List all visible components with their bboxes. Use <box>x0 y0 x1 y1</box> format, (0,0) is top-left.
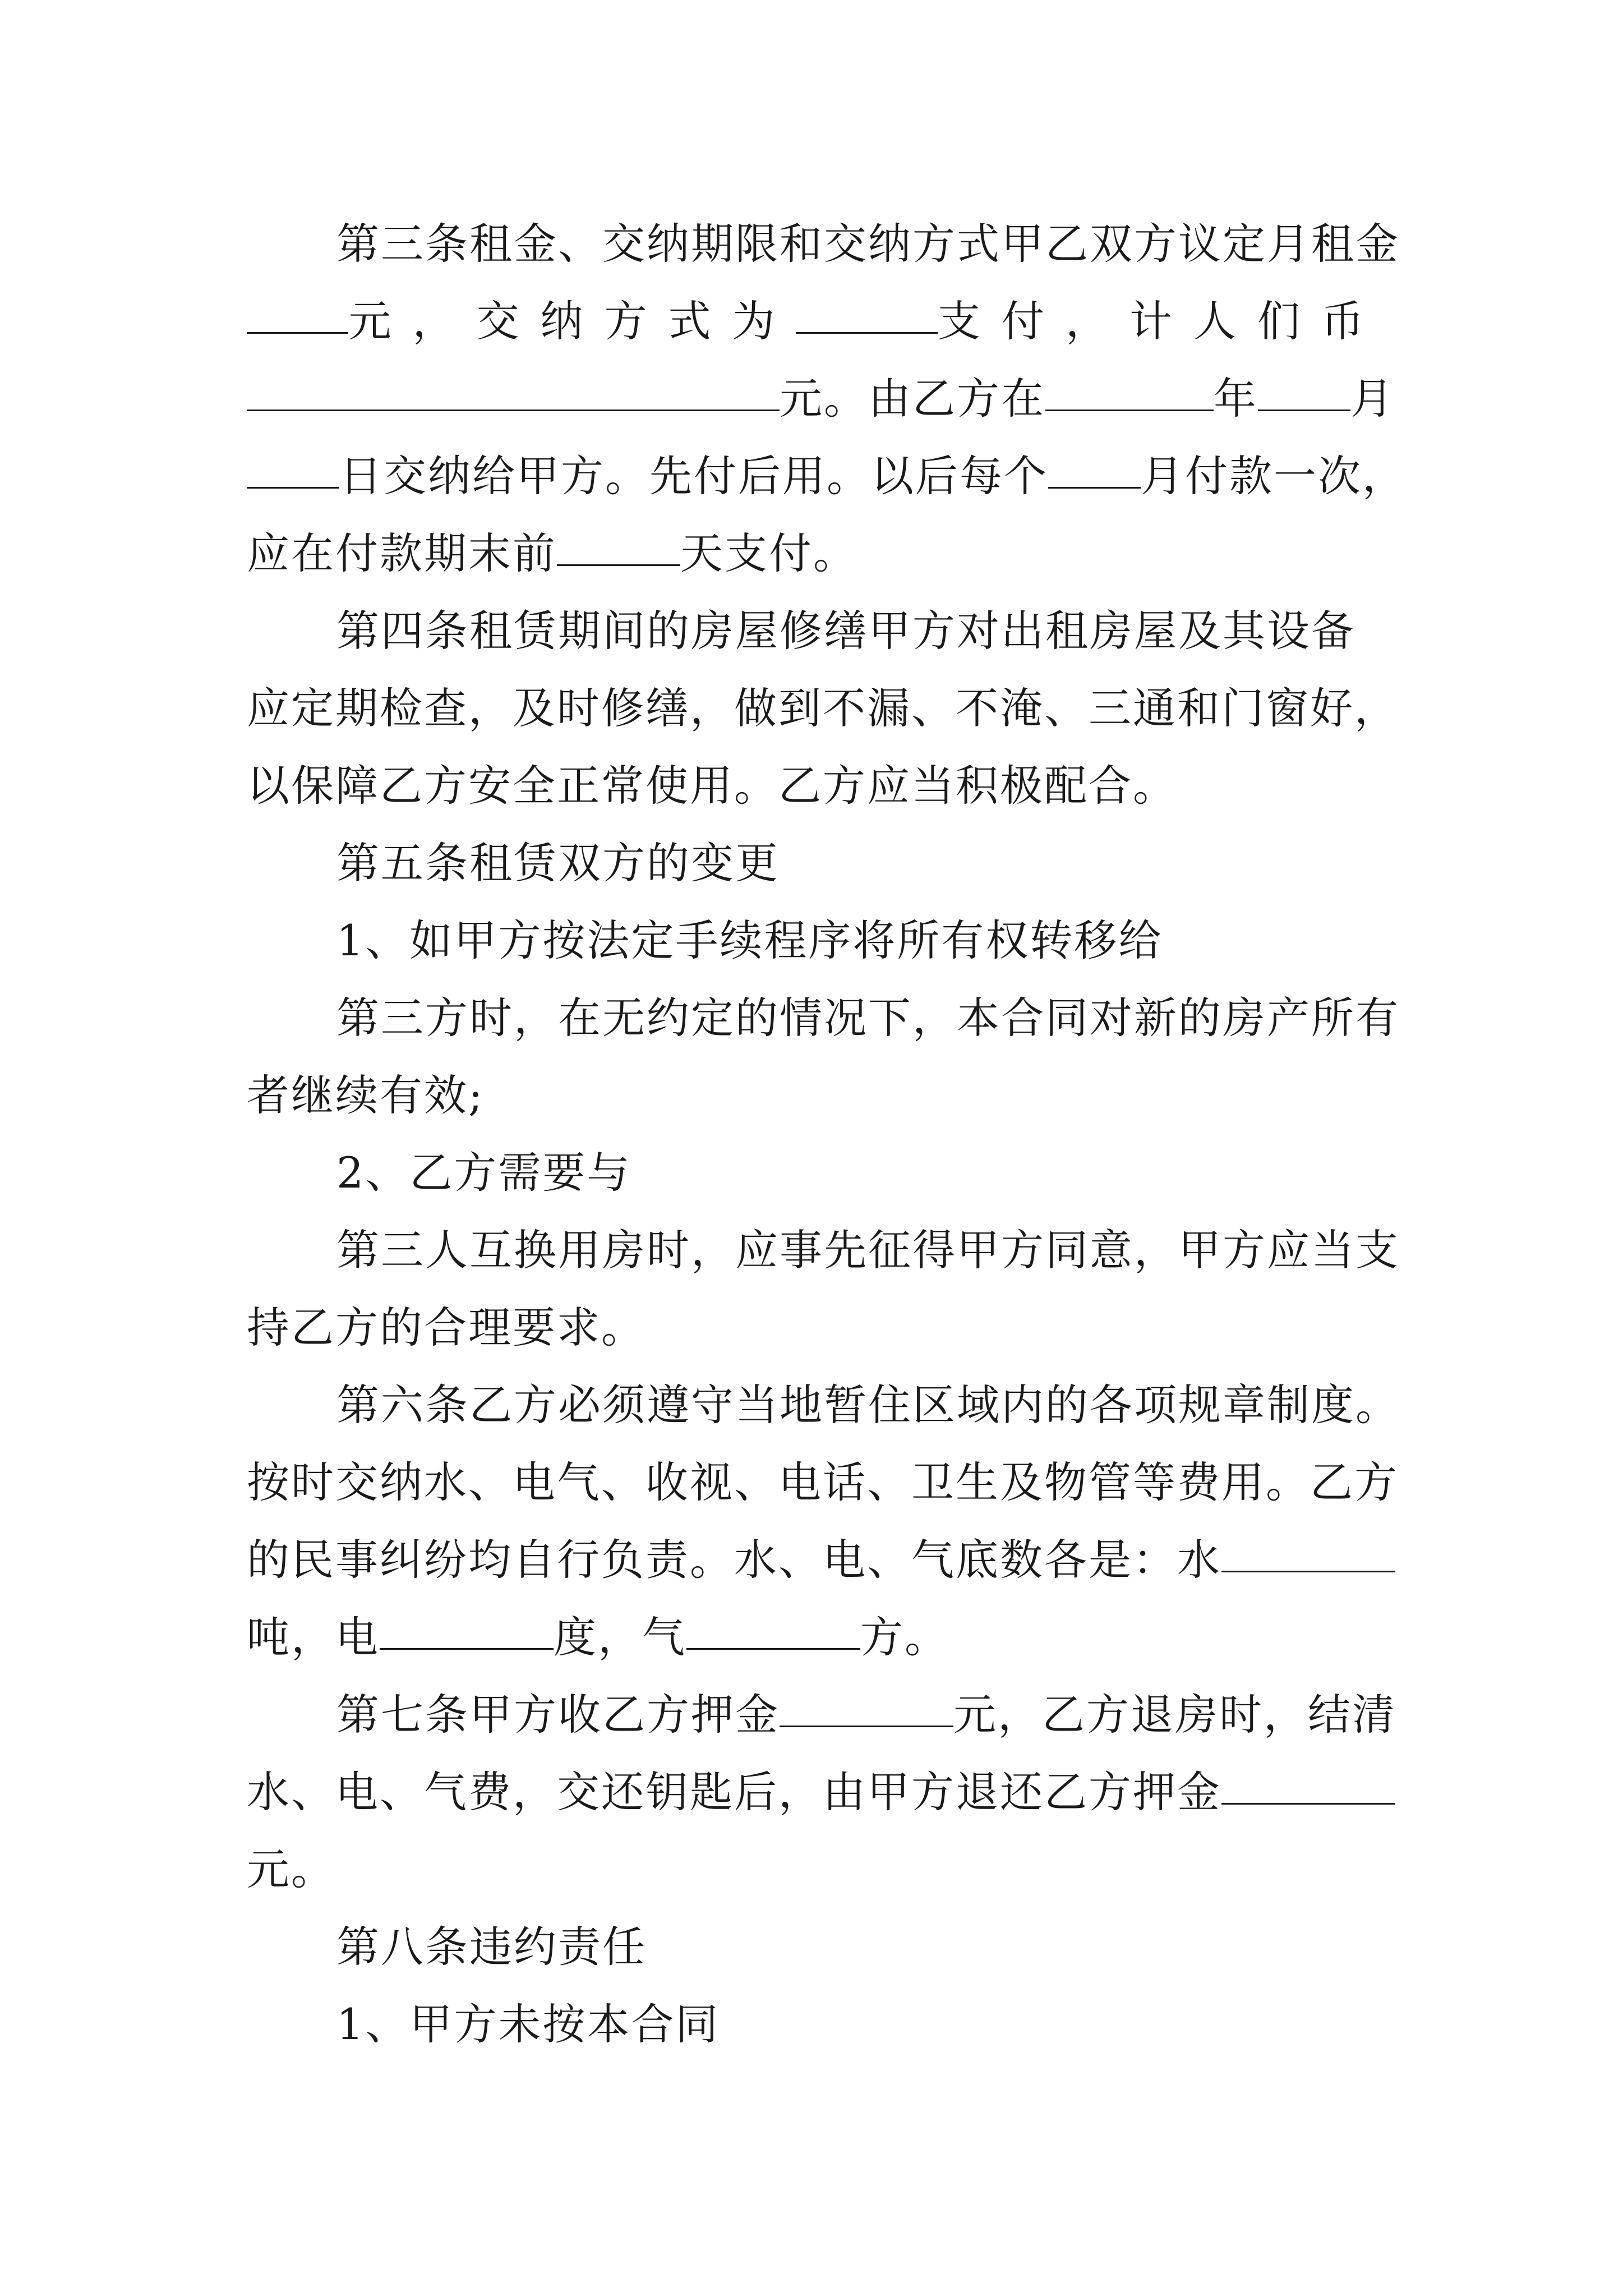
fill-blank <box>1221 1531 1395 1572</box>
text-run: 度，气 <box>554 1612 686 1662</box>
fill-blank <box>247 448 339 489</box>
paragraph-line: 应定期检查，及时修缮，做到不漏、不淹、三通和门窗好， <box>247 683 1399 733</box>
text-run: 月 <box>1350 374 1395 424</box>
text-run: 元。由乙方在 <box>780 374 1045 424</box>
text-run: 元，交纳方式为 <box>348 296 796 346</box>
text-run: 吨，电 <box>247 1612 380 1662</box>
fill-blank <box>1048 448 1141 489</box>
section-heading: 第五条租赁双方的变更 <box>336 838 780 888</box>
fill-blank <box>686 1609 860 1650</box>
paragraph-line <box>247 448 1407 504</box>
fill-blank <box>380 1609 554 1650</box>
fill-blank <box>557 525 680 566</box>
paragraph-line: 以保障乙方安全正常使用。乙方应当积极配合。 <box>247 761 1177 811</box>
text-run: 应在付款期末前 <box>247 528 557 578</box>
paragraph-line <box>247 1532 1385 1588</box>
list-item: 1、甲方未按本合同 <box>336 1999 720 2049</box>
paragraph-line <box>247 1609 1385 1665</box>
paragraph-line <box>247 1764 1385 1820</box>
fill-blank <box>247 293 348 334</box>
fill-blank <box>796 293 938 334</box>
text-run: 的民事纠纷均自行负责。水、电、气底数各是：水 <box>247 1535 1221 1585</box>
section-heading: 第八条违约责任 <box>336 1922 647 1972</box>
fill-blank <box>1258 370 1350 411</box>
text-run: 方。 <box>860 1612 949 1662</box>
paragraph-line: 第六条乙方必须遵守当地暂住区域内的各项规章制度。 <box>336 1380 1400 1430</box>
paragraph-line <box>336 1687 1396 1743</box>
list-item: 2、乙方需要与 <box>336 1148 631 1198</box>
paragraph-line: 第三人互换用房时，应事先征得甲方同意，甲方应当支 <box>336 1225 1400 1275</box>
paragraph-line: 第四条租赁期间的房屋修缮甲方对出租房屋及其设备 <box>336 606 1355 656</box>
text-run: 年 <box>1214 374 1258 424</box>
paragraph-line <box>247 293 1385 349</box>
paragraph-line <box>247 526 1385 582</box>
text-run: 天支付。 <box>680 528 857 578</box>
fill-blank <box>1221 1764 1395 1805</box>
text-run: 水、电、气费，交还钥匙后，由甲方退还乙方押金 <box>247 1767 1221 1817</box>
paragraph-line: 持乙方的合理要求。 <box>247 1303 645 1352</box>
paragraph-line <box>247 371 1395 427</box>
fill-blank <box>247 370 780 411</box>
paragraph-line: 元。 <box>247 1844 335 1894</box>
paragraph-line: 按时交纳水、电气、收视、电话、卫生及物管等费用。乙方 <box>247 1457 1399 1507</box>
fill-blank <box>780 1686 953 1727</box>
paragraph-line: 第三方时，在无约定的情况下，本合同对新的房产所有 <box>336 993 1400 1043</box>
text-run: 第七条甲方收乙方押金 <box>336 1690 780 1740</box>
text-run: 月付款一次， <box>1141 451 1407 501</box>
list-item: 1、如甲方按法定手续程序将所有权转移给 <box>336 915 1163 965</box>
text-run: 支付，计人们币 <box>938 296 1385 346</box>
paragraph-line: 者继续有效; <box>247 1070 485 1120</box>
fill-blank <box>1045 370 1214 411</box>
text-run: 日交纳给甲方。先付后用。以后每个 <box>339 451 1048 501</box>
text-run: 元，乙方退房时，结清 <box>953 1690 1396 1740</box>
paragraph-line: 第三条租金、交纳期限和交纳方式甲乙双方议定月租金 <box>336 219 1400 269</box>
